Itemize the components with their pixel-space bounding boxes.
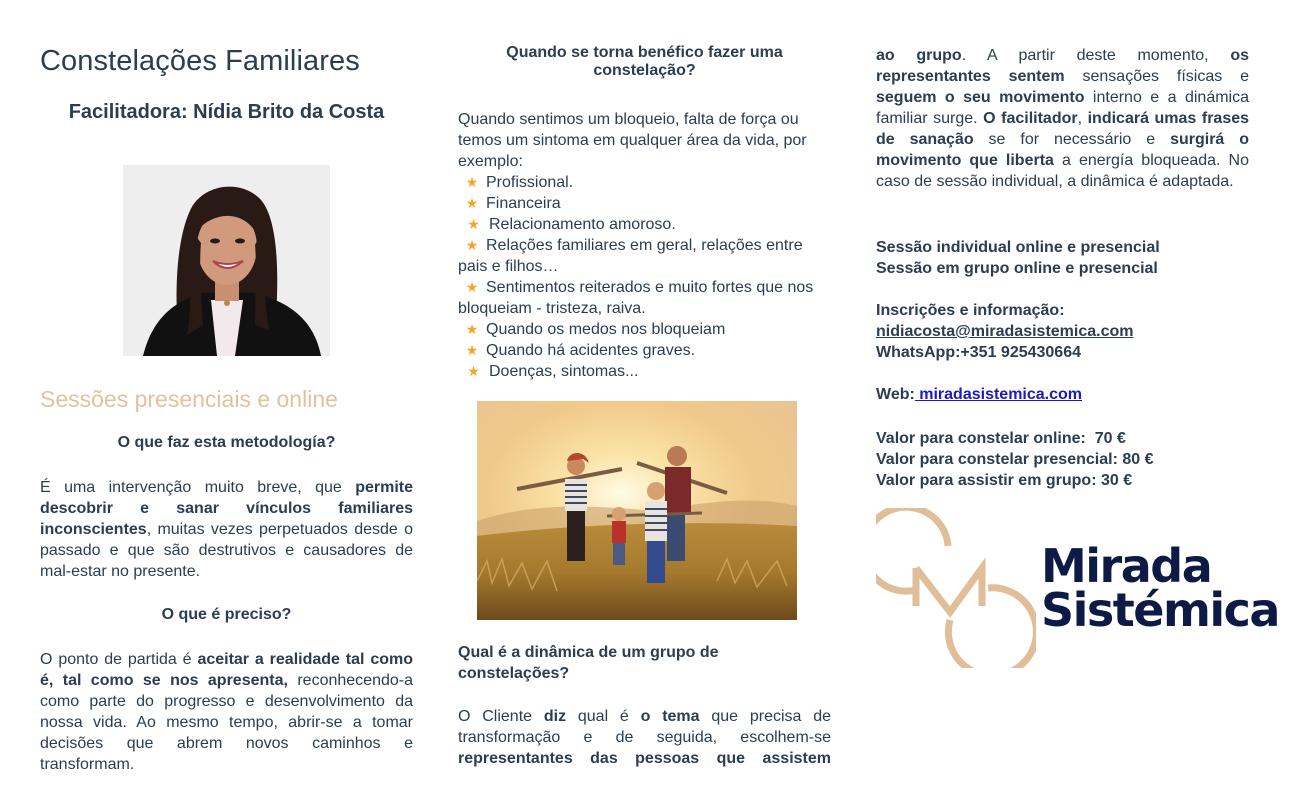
web-link[interactable]: miradasistemica.com [914,386,1083,403]
star-icon: ★ [465,279,479,295]
methodology-text: É uma intervenção muito breve, que permite descobrir e sanar vínculos familiares inconscientes, muitas vezes perpetuados desde o passado e que são destrutivos e causadores de mal-estar no presente. [40,479,413,580]
list-item: ★ Quando os medos nos bloqueiam [458,319,831,340]
star-icon: ★ [465,195,479,211]
section-methodology [40,434,413,582]
session-group: Sessão em grupo online e presencial [876,260,1158,277]
list-item: ★ Doenças, sintomas... [458,361,831,382]
methodology-heading: O que faz esta metodología? [117,434,336,451]
star-icon: ★ [465,237,479,253]
dynamics-continuation: ao grupo. A partir deste momento, os representantes sentem sensações físicas e seguem o seu movimento interno e a dinámica familiar surge. O facilitador, indicará umas frases de sanação se for necessário e surgirá o movimento que liberta a energía bloqueada. No caso de sessão individual, a dinâmica é adaptada. [876,47,1250,190]
facilitator-portrait [123,165,330,356]
list-item: ★ Profissional. [458,172,831,193]
dynamics-heading: Qual é a dinâmica de um grupo de constelações? [458,644,719,682]
page-title: Constelações Familiares [40,45,360,77]
mirada-sistemica-logo [876,508,1279,668]
section-requirements [40,606,413,775]
whatsapp-number: WhatsApp:+351 925430664 [876,344,1081,361]
logo-mark-icon [876,508,1036,668]
sessions-subtitle: Sessões presenciais e online [40,386,338,412]
family-photo [477,401,797,620]
benefit-list [458,172,831,382]
price-presencial: Valor para constelar presencial: 80 € [876,451,1154,468]
star-icon: ★ [465,342,479,358]
requirements-text: O ponto de partida é aceitar a realidade tal como é, tal como se nos apresenta, reconhecendo-a como parte do progresso e desenvolvimento da nossa vida. Ao mesmo tempo, abrir-se a tomar decisões que abrem novos caminhos e transformam. [40,651,413,773]
session-types [876,237,1249,279]
contact-label: Inscrições e informação: [876,302,1065,319]
session-individual: Sessão individual online e presencial [876,239,1160,256]
star-icon: ★ [465,321,479,337]
dynamics-text: O Cliente diz qual é o tema que precisa de transformação e de seguida, escolhem-se representantes das pessoas que assistem [458,708,832,767]
email-link[interactable]: nidiacosta@miradasistemica.com [876,323,1134,340]
list-item: ★ Relacionamento amoroso. [458,214,831,235]
price-online: Valor para constelar online: 70 € [876,430,1126,447]
list-item: ★ Financeira [458,193,831,214]
web-line [876,384,1249,405]
list-item: ★ Relações familiares em geral, relações entre pais e filhos… [458,237,803,275]
facilitator-name: Facilitadora: Nídia Brito da Costa [68,101,385,123]
contact-info [876,300,1249,405]
requirements-heading: O que é preciso? [161,606,292,623]
benefit-intro: Quando sentimos um bloqueio, falta de força ou temos um sintoma em qualquer área da vida, por exemplo: [458,111,807,170]
list-item: ★ Sentimentos reiterados e muito fortes que nos bloqueiam - tristeza, raiva. [458,279,814,317]
star-icon: ★ [467,216,480,232]
star-icon: ★ [467,363,480,379]
star-icon: ★ [465,174,479,190]
benefit-heading: Quando se torna benéfico fazer uma constelação? [506,44,783,79]
price-list [876,428,1249,491]
list-item: ★ Quando há acidentes graves. [458,340,831,361]
price-group: Valor para assistir em grupo: 30 € [876,472,1133,489]
logo-wordmark: Mirada Sistémica [1041,539,1279,637]
web-label: Web: [876,386,915,403]
